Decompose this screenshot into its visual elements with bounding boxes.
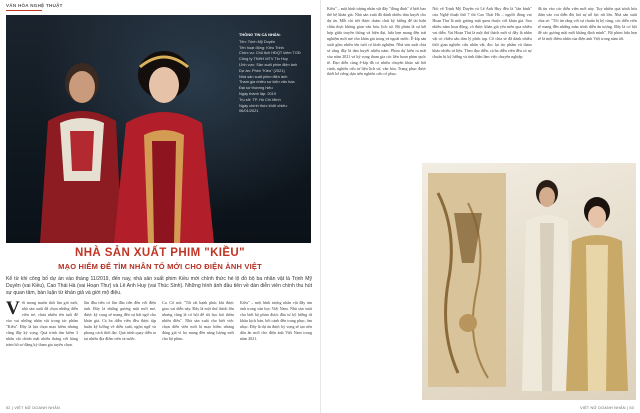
article-body [6,300,312,400]
info-line: Đại sứ thương hiệu [239,85,273,91]
actress-figure [104,45,224,243]
info-box [239,32,317,114]
info-line: Công ty TNHH MTV Tin Huy [239,56,288,62]
cast-photo [6,15,311,243]
page-folio-right: VIỆT NỮ DOANH NHÂN | 53 [580,406,634,410]
info-line: Chức vụ: Chủ tịch HĐQT kiêm TGĐ [239,50,301,56]
info-box-title: THÔNG TIN CÁ NHÂN: [239,32,281,37]
article-column: Nói về Trịnh Mỹ Duyên và Lê Anh Huy đều là "tân binh" của Nghệ thuật thứ 7 thì Cao Thái Hà – người đóng vai Hoạn Thư là một gương mặt quen thuộc với khán giả. Sau nhiều năm hoạt động, cô được khán giả yêu mến qua nhiều vai diễn. Vai Hoạn Thư là một thử thách mới vì đây là nhân vật có chiều sâu tâm lý phức tạp. Cô chia sẻ đã dành nhiều thời gian nghiên cứu nhân vật, đọc lại tác phẩm và tham khảo nhiều tư liệu. Theo đạo diễn, cả ba diễn viên đều có sự chuẩn bị kỹ lưỡng và tinh thần làm việc chuyên nghiệp. [432,6,532,59]
poster-photo [422,163,636,400]
info-line: Tham gia nhiều sự kiện văn hóa [239,79,295,85]
article-column: Kiều" – một hình tượng nhân vật đầy "đóng đinh" ở biết bao thế hệ khán giả. Nhà sản xuất đã dành nhiều tâm huyết cho dự án. Mỗi chi tiết được chăm chút kỹ lưỡng để tái hiện chân thực không gian văn hóa, lịch sử. Bộ phim là sự kết hợp giữa truyền thống và hiện đại, hứa hẹn mang đến trải nghiệm mới mẻ cho khán giả trong và ngoài nước. Ê-kíp sản xuất gồm nhiều tên tuổi có kinh nghiệm. Nhà sản xuất chia sẻ rằng đây là tâm huyết nhiều năm. Phim dự kiến ra mắt vào năm 2021 và kỳ vọng tham gia các liên hoan phim quốc tế. Đạo diễn cùng ê-kíp đã có nhiều chuyến khảo sát bối cảnh, nghiên cứu tư liệu lịch sử, văn hóa. Trang phục được thiết kế riêng dựa trên nghiên cứu cổ phục. [327,6,427,77]
info-line: 06/01/2021 [239,108,259,114]
info-line: Dự án: Phim "Kiều" (2021) [239,67,285,73]
info-line: Lĩnh vực: Sản xuất phim điện ảnh [239,61,298,67]
article-lede: Kể từ khi công bố dự án vào tháng 11/2019, đến nay, nhà sản xuất phim Kiều mới chính thức hé lộ đồ bộ ba nhân vật là Trịnh Mỹ Duyên (vai Kiều), Cao Thái Hà (vai Hoạn Thư) và Lê Anh Huy (vai Thúc Sinh). Những hình ảnh đầu tiên về dàn diễn viên chính thu hút sự quan tâm, bàn luận từ khán giả và giới mộ điệu. [6,276,312,297]
info-line: Tên: Trịnh Mỹ Duyên [239,38,276,44]
section-tag: VĂN HÓA NGHỆ THUẬT [6,3,63,8]
info-line: Trụ sở: TP. Hồ Chí Minh [239,96,281,102]
drop-cap: V [6,300,20,319]
right-page [320,0,640,413]
article-subheadline: MẠO HIỂM ĐỂ TÌM NHÂN TỐ MỚI CHO ĐIỆN ẢNH VIỆT [58,262,262,271]
info-line: Nhà sản xuất phim điện ảnh [239,73,288,79]
article-column: lần đầu tiên có lần đầu tiên đến với điện ảnh. Đây là những gương mặt mới mẻ, được kỳ vọng sẽ mang đến sự bất ngờ cho khán giả. Cả ba diễn viên đều được tập huấn kỹ lưỡng về diễn xuất, ngôn ngữ và phong cách thời đại. Quá trình quay diễn ra tại nhiều địa điểm trên cả nước. [84,300,156,341]
article-headline: NHÀ SẢN XUẤT PHIM "KIỀU" [74,247,245,259]
kieu-poster-graphic [428,173,506,387]
article-column: Kiều" – một hình tượng nhân vật đầy ám ảnh trong văn học Việt Nam. Nhà sản xuất cho biết bộ phim được đầu tư kỹ lưỡng từ khâu kịch bản, bối cảnh đến trang phục, âm nhạc. Đây là dự án được kỳ vọng sẽ tạo nên dấu ấn mới cho điện ảnh Việt Nam trong năm 2021. [240,300,312,341]
info-line: Tên hoạt động: Kiều Trịnh [239,44,284,50]
article-column: đã tin vào các diễn viên mới này. Tuy nhiên quá trình hóa thân vào vai diễn đòi hỏi sự nỗ lực rất lớn. Nhà sản xuất chia sẻ: "Tôi tin rằng với sự chuẩn bị kỹ càng, các diễn viên sẽ mang đến những màn trình diễn ấn tượng. Đây là cơ hội để các gương mặt mới khẳng định mình". Bộ phim hứa hẹn sẽ là một điểm nhấn của điện ảnh Việt trong năm tới. [537,6,637,41]
section-rule [6,10,42,11]
page-folio-left: 52 | VIỆT NỮ DOANH NHÂN [6,406,60,410]
column-text: ới mong muốn thổi làn gió mới, nhà sản xuất đã chọn những diễn viên trẻ, chưa nhiều tên tuổi để vào vai những nhân vật trong tác phẩm "Kiều". Đây là lựa chọn mạo hiểm nhưng cũng đầy kỳ vọng. Quá trình tìm kiếm 3 nhân vật chính mất nhiều tháng với hàng trăm hồ sơ đăng ký tham gia tuyển chọn. [6,300,78,347]
article-column [6,300,78,400]
info-line: Ngày thành lập: 2019 [239,90,276,96]
article-column: Ca. Cô nói: "Tôi rất hạnh phúc khi được giao vai diễn này. Đây là một thử thách lớn nhưng cũng là cơ hội để tôi học hỏi thêm nhiều điều". Nhà sản xuất cho biết việc chọn diễn viên mới là mạo hiểm nhưng đáng giá vì họ mang đến năng lượng mới cho bộ phim. [162,300,234,341]
actress-figure [562,193,632,391]
info-line: Ngày chính thức khởi chiếu: [239,102,288,108]
